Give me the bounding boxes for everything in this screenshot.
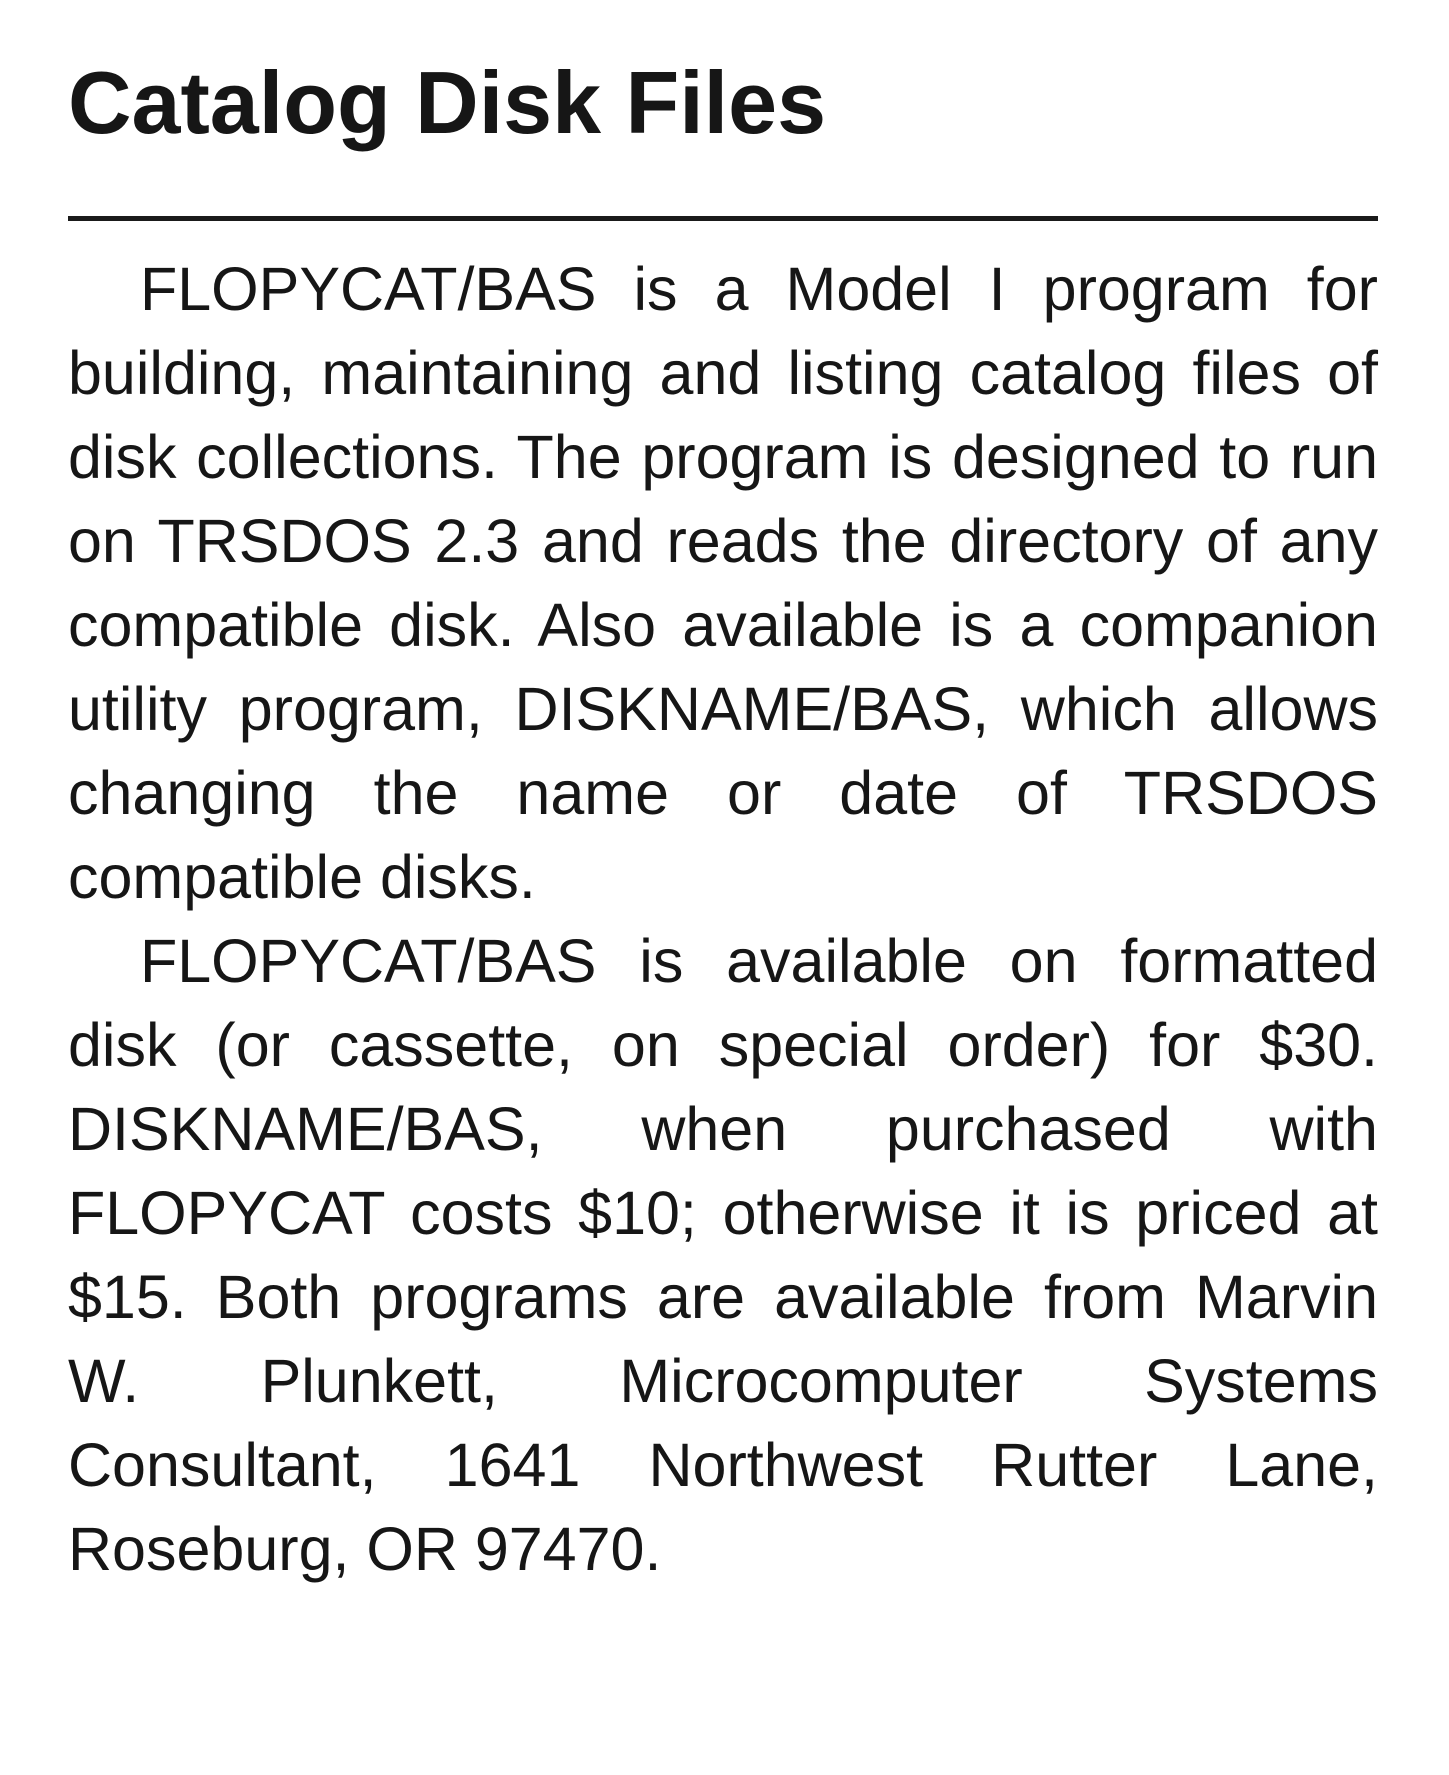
article-paragraph-2 [68,919,1378,1591]
headline-rule [68,216,1378,221]
article [68,48,1378,1591]
article-paragraph-1 [68,247,1378,919]
article-headline: Catalog Disk Files [68,53,827,152]
paragraph-text: FLOPYCAT/BAS is available on formatted disk (or cassette, on special order) for $30. DISKNAME/BAS, when purchased with FLOPYCAT costs $10; otherwise it is priced at $15. Both programs are available from Marvin W. Plunkett, Microcomputer Systems Consultant, 1641 Northwest Rutter Lane, Roseburg, OR 97470. [68,927,1378,1583]
paragraph-text: FLOPYCAT/BAS is a Model I program for building, maintaining and listing catalog files of disk collections. The program is designed to run on TRSDOS 2.3 and reads the directory of any compatible disk. Also available is a companion utility program, DISKNAME/BAS, which allows changing the name or date of TRSDOS compatible disks. [68,255,1378,911]
